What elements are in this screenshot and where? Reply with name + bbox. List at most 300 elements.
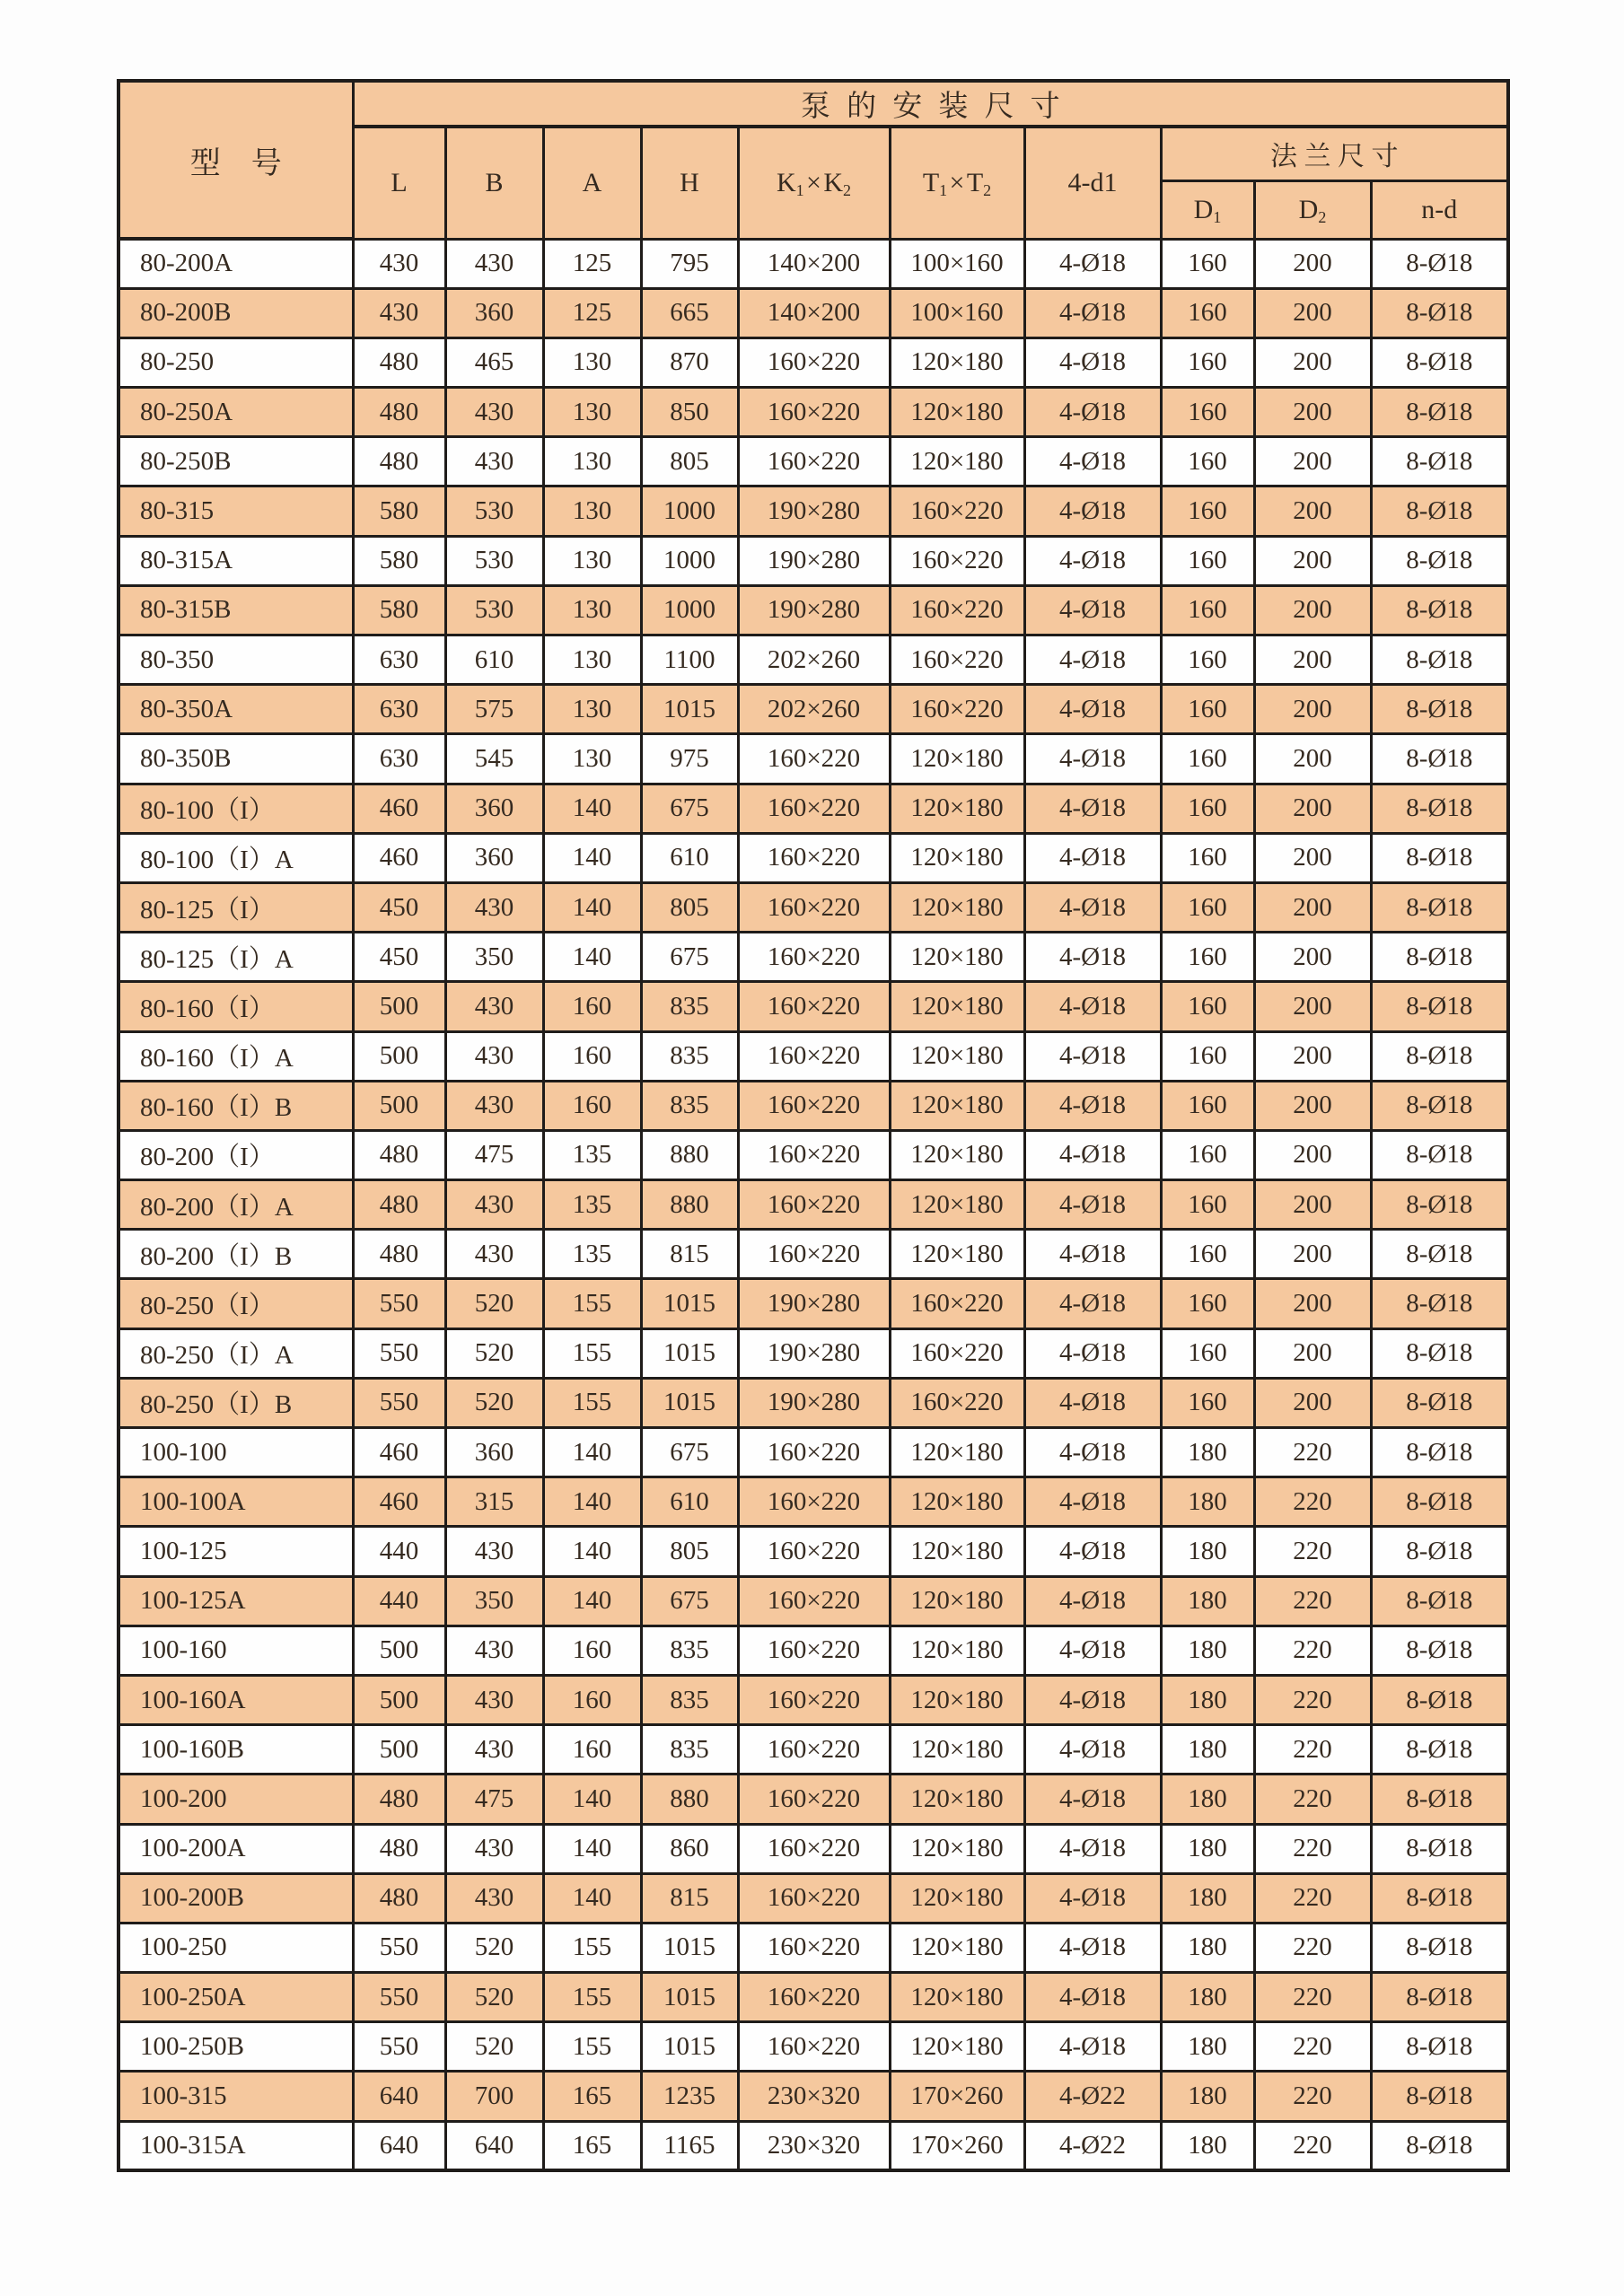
- value-cell: 360: [445, 1428, 543, 1477]
- model-cell: 80-350B: [119, 734, 353, 784]
- value-cell: 8-Ø18: [1371, 486, 1508, 536]
- value-cell: 160: [1161, 585, 1254, 635]
- table-row: [119, 1230, 1508, 1279]
- value-cell: 1015: [641, 685, 738, 734]
- value-cell: 125: [543, 239, 641, 288]
- model-cell: 80-100（I）: [119, 784, 353, 833]
- value-cell: 500: [353, 982, 445, 1031]
- model-cell: 80-200B: [119, 288, 353, 337]
- value-cell: 200: [1254, 882, 1371, 932]
- table-row: [119, 1675, 1508, 1724]
- k1-subscript: 1: [795, 180, 804, 199]
- table-row: [119, 685, 1508, 734]
- value-cell: 4-Ø18: [1024, 2022, 1161, 2072]
- value-cell: 4-Ø22: [1024, 2072, 1161, 2121]
- table-row: [119, 2072, 1508, 2121]
- value-cell: 4-Ø18: [1024, 1378, 1161, 1427]
- value-cell: 120×180: [890, 2022, 1024, 2072]
- value-cell: 130: [543, 337, 641, 387]
- table-row: [119, 1775, 1508, 1824]
- value-cell: 8-Ø18: [1371, 1031, 1508, 1081]
- value-cell: 8-Ø18: [1371, 585, 1508, 635]
- value-cell: 200: [1254, 486, 1371, 536]
- value-cell: 220: [1254, 2072, 1371, 2121]
- t1-subscript: 1: [939, 180, 948, 199]
- d1-subscript: 1: [1213, 207, 1222, 226]
- value-cell: 160: [1161, 635, 1254, 685]
- value-cell: 4-Ø18: [1024, 1279, 1161, 1328]
- model-cell: 80-315B: [119, 585, 353, 635]
- value-cell: 4-Ø18: [1024, 1626, 1161, 1675]
- value-cell: 700: [445, 2072, 543, 2121]
- value-cell: 575: [445, 685, 543, 734]
- table-row: [119, 1378, 1508, 1427]
- value-cell: 8-Ø18: [1371, 337, 1508, 387]
- value-cell: 200: [1254, 734, 1371, 784]
- value-cell: 140: [543, 784, 641, 833]
- table-row: [119, 239, 1508, 288]
- table-row: [119, 1081, 1508, 1130]
- value-cell: 480: [353, 437, 445, 486]
- value-cell: 465: [445, 337, 543, 387]
- value-cell: 550: [353, 1328, 445, 1378]
- value-cell: 100×160: [890, 239, 1024, 288]
- model-cell: 80-160（I）A: [119, 1031, 353, 1081]
- value-cell: 610: [445, 635, 543, 685]
- value-cell: 880: [641, 1180, 738, 1230]
- value-cell: 180: [1161, 1873, 1254, 1923]
- table-row: [119, 933, 1508, 982]
- model-cell: 100-315A: [119, 2121, 353, 2170]
- value-cell: 460: [353, 784, 445, 833]
- value-cell: 8-Ø18: [1371, 1973, 1508, 2022]
- value-cell: 8-Ø18: [1371, 1130, 1508, 1179]
- value-cell: 8-Ø18: [1371, 933, 1508, 982]
- value-cell: 480: [353, 1230, 445, 1279]
- value-cell: 120×180: [890, 1873, 1024, 1923]
- value-cell: 160: [543, 1031, 641, 1081]
- value-cell: 170×260: [890, 2121, 1024, 2170]
- value-cell: 180: [1161, 1775, 1254, 1824]
- value-cell: 125: [543, 288, 641, 337]
- value-cell: 220: [1254, 1675, 1371, 1724]
- d2-base: D: [1298, 194, 1319, 224]
- value-cell: 160: [1161, 1081, 1254, 1130]
- value-cell: 1015: [641, 1973, 738, 2022]
- value-cell: 200: [1254, 536, 1371, 585]
- header-col-D1: [1161, 180, 1254, 239]
- model-cell: 80-250（I）: [119, 1279, 353, 1328]
- value-cell: 200: [1254, 1230, 1371, 1279]
- value-cell: 120×180: [890, 1477, 1024, 1527]
- value-cell: 120×180: [890, 1081, 1024, 1130]
- value-cell: 160×220: [890, 1279, 1024, 1328]
- value-cell: 315: [445, 1477, 543, 1527]
- header-col-4d1: 4-d1: [1024, 127, 1161, 239]
- value-cell: 160: [1161, 1279, 1254, 1328]
- value-cell: 665: [641, 288, 738, 337]
- table-row: [119, 1873, 1508, 1923]
- value-cell: 860: [641, 1824, 738, 1873]
- value-cell: 120×180: [890, 1031, 1024, 1081]
- value-cell: 120×180: [890, 1180, 1024, 1230]
- value-cell: 1235: [641, 2072, 738, 2121]
- value-cell: 1165: [641, 2121, 738, 2170]
- value-cell: 180: [1161, 1527, 1254, 1576]
- table-row: [119, 1973, 1508, 2022]
- value-cell: 430: [445, 1081, 543, 1130]
- value-cell: 4-Ø18: [1024, 1031, 1161, 1081]
- value-cell: 815: [641, 1230, 738, 1279]
- value-cell: 155: [543, 1328, 641, 1378]
- value-cell: 8-Ø18: [1371, 1725, 1508, 1775]
- value-cell: 160: [1161, 1031, 1254, 1081]
- value-cell: 4-Ø18: [1024, 1477, 1161, 1527]
- value-cell: 8-Ø18: [1371, 1873, 1508, 1923]
- value-cell: 4-Ø18: [1024, 536, 1161, 585]
- value-cell: 200: [1254, 933, 1371, 982]
- table-row: [119, 1180, 1508, 1230]
- model-cell: 100-200B: [119, 1873, 353, 1923]
- value-cell: 430: [445, 1031, 543, 1081]
- value-cell: 120×180: [890, 933, 1024, 982]
- model-cell: 80-350: [119, 635, 353, 685]
- t1-base: T: [922, 167, 940, 197]
- value-cell: 8-Ø18: [1371, 1626, 1508, 1675]
- value-cell: 480: [353, 1180, 445, 1230]
- value-cell: 202×260: [738, 635, 890, 685]
- value-cell: 4-Ø18: [1024, 635, 1161, 685]
- value-cell: 135: [543, 1130, 641, 1179]
- value-cell: 135: [543, 1230, 641, 1279]
- value-cell: 120×180: [890, 1428, 1024, 1477]
- table-row: [119, 1527, 1508, 1576]
- value-cell: 430: [353, 288, 445, 337]
- value-cell: 8-Ø18: [1371, 734, 1508, 784]
- value-cell: 430: [445, 1824, 543, 1873]
- model-cell: 100-200A: [119, 1824, 353, 1873]
- value-cell: 140: [543, 1428, 641, 1477]
- header-col-H: H: [641, 127, 738, 239]
- value-cell: 805: [641, 882, 738, 932]
- value-cell: 8-Ø18: [1371, 1428, 1508, 1477]
- value-cell: 8-Ø18: [1371, 1675, 1508, 1724]
- header-col-T1xT2: [890, 127, 1024, 239]
- value-cell: 200: [1254, 1328, 1371, 1378]
- value-cell: 120×180: [890, 337, 1024, 387]
- value-cell: 220: [1254, 1824, 1371, 1873]
- k1-base: K: [776, 167, 796, 197]
- value-cell: 550: [353, 1378, 445, 1427]
- value-cell: 640: [353, 2121, 445, 2170]
- model-cell: 80-250A: [119, 388, 353, 437]
- value-cell: 160×220: [738, 1477, 890, 1527]
- value-cell: 130: [543, 635, 641, 685]
- value-cell: 880: [641, 1130, 738, 1179]
- value-cell: 550: [353, 1279, 445, 1328]
- value-cell: 835: [641, 982, 738, 1031]
- table-row: [119, 784, 1508, 833]
- value-cell: 200: [1254, 585, 1371, 635]
- value-cell: 4-Ø18: [1024, 1973, 1161, 2022]
- value-cell: 450: [353, 882, 445, 932]
- value-cell: 160×220: [738, 933, 890, 982]
- value-cell: 140: [543, 933, 641, 982]
- multiply-sign: ×: [949, 167, 965, 197]
- value-cell: 200: [1254, 1378, 1371, 1427]
- value-cell: 200: [1254, 1130, 1371, 1179]
- header-col-B: B: [445, 127, 543, 239]
- model-cell: 80-250B: [119, 437, 353, 486]
- value-cell: 120×180: [890, 1527, 1024, 1576]
- value-cell: 8-Ø18: [1371, 437, 1508, 486]
- value-cell: 8-Ø18: [1371, 685, 1508, 734]
- value-cell: 200: [1254, 288, 1371, 337]
- header-col-A: A: [543, 127, 641, 239]
- value-cell: 220: [1254, 1923, 1371, 1972]
- value-cell: 160: [1161, 833, 1254, 882]
- value-cell: 835: [641, 1081, 738, 1130]
- value-cell: 160×220: [738, 1130, 890, 1179]
- value-cell: 520: [445, 1328, 543, 1378]
- value-cell: 180: [1161, 2022, 1254, 2072]
- value-cell: 440: [353, 1576, 445, 1626]
- value-cell: 795: [641, 239, 738, 288]
- value-cell: 160×220: [738, 1824, 890, 1873]
- value-cell: 430: [353, 239, 445, 288]
- value-cell: 520: [445, 1923, 543, 1972]
- model-cell: 80-125（I）A: [119, 933, 353, 982]
- value-cell: 160: [1161, 685, 1254, 734]
- value-cell: 120×180: [890, 734, 1024, 784]
- value-cell: 160×220: [738, 734, 890, 784]
- value-cell: 8-Ø18: [1371, 2022, 1508, 2072]
- value-cell: 200: [1254, 1279, 1371, 1328]
- value-cell: 430: [445, 1230, 543, 1279]
- value-cell: 1015: [641, 1923, 738, 1972]
- value-cell: 4-Ø18: [1024, 1527, 1161, 1576]
- value-cell: 450: [353, 933, 445, 982]
- table-row: [119, 635, 1508, 685]
- value-cell: 500: [353, 1725, 445, 1775]
- table-row: [119, 1279, 1508, 1328]
- value-cell: 4-Ø18: [1024, 1081, 1161, 1130]
- value-cell: 1100: [641, 635, 738, 685]
- table-header: [119, 81, 1508, 239]
- value-cell: 120×180: [890, 1626, 1024, 1675]
- value-cell: 160: [1161, 388, 1254, 437]
- value-cell: 4-Ø18: [1024, 882, 1161, 932]
- model-cell: 80-350A: [119, 685, 353, 734]
- value-cell: 200: [1254, 239, 1371, 288]
- value-cell: 8-Ø18: [1371, 288, 1508, 337]
- value-cell: 160×220: [738, 1873, 890, 1923]
- value-cell: 160×220: [890, 1328, 1024, 1378]
- value-cell: 1015: [641, 2022, 738, 2072]
- table-row: [119, 437, 1508, 486]
- value-cell: 530: [445, 486, 543, 536]
- model-cell: 100-100: [119, 1428, 353, 1477]
- model-cell: 100-125: [119, 1527, 353, 1576]
- value-cell: 4-Ø18: [1024, 784, 1161, 833]
- value-cell: 120×180: [890, 882, 1024, 932]
- value-cell: 8-Ø18: [1371, 1180, 1508, 1230]
- value-cell: 200: [1254, 833, 1371, 882]
- value-cell: 220: [1254, 1873, 1371, 1923]
- value-cell: 140×200: [738, 288, 890, 337]
- value-cell: 480: [353, 1130, 445, 1179]
- value-cell: 1015: [641, 1328, 738, 1378]
- value-cell: 8-Ø18: [1371, 1328, 1508, 1378]
- value-cell: 520: [445, 2022, 543, 2072]
- value-cell: 4-Ø18: [1024, 1576, 1161, 1626]
- value-cell: 675: [641, 933, 738, 982]
- value-cell: 500: [353, 1031, 445, 1081]
- value-cell: 200: [1254, 685, 1371, 734]
- table-row: [119, 1923, 1508, 1972]
- value-cell: 360: [445, 288, 543, 337]
- value-cell: 130: [543, 388, 641, 437]
- value-cell: 180: [1161, 1973, 1254, 2022]
- value-cell: 160×220: [738, 1973, 890, 2022]
- value-cell: 475: [445, 1130, 543, 1179]
- value-cell: 850: [641, 388, 738, 437]
- value-cell: 130: [543, 486, 641, 536]
- value-cell: 160×220: [738, 1428, 890, 1477]
- value-cell: 160×220: [738, 1031, 890, 1081]
- value-cell: 160×220: [890, 536, 1024, 585]
- value-cell: 120×180: [890, 437, 1024, 486]
- value-cell: 220: [1254, 2022, 1371, 2072]
- value-cell: 500: [353, 1081, 445, 1130]
- value-cell: 180: [1161, 1576, 1254, 1626]
- value-cell: 160×220: [738, 388, 890, 437]
- value-cell: 580: [353, 536, 445, 585]
- value-cell: 520: [445, 1279, 543, 1328]
- header-col-nd: n-d: [1371, 180, 1508, 239]
- value-cell: 160: [1161, 933, 1254, 982]
- value-cell: 120×180: [890, 833, 1024, 882]
- value-cell: 460: [353, 833, 445, 882]
- table-row: [119, 2022, 1508, 2072]
- value-cell: 190×280: [738, 536, 890, 585]
- value-cell: 160: [543, 1626, 641, 1675]
- value-cell: 160: [543, 1725, 641, 1775]
- model-cell: 100-160: [119, 1626, 353, 1675]
- value-cell: 165: [543, 2121, 641, 2170]
- value-cell: 4-Ø18: [1024, 685, 1161, 734]
- value-cell: 220: [1254, 1428, 1371, 1477]
- value-cell: 580: [353, 585, 445, 635]
- value-cell: 180: [1161, 2121, 1254, 2170]
- value-cell: 350: [445, 1576, 543, 1626]
- value-cell: 4-Ø18: [1024, 1328, 1161, 1378]
- value-cell: 805: [641, 437, 738, 486]
- value-cell: 220: [1254, 2121, 1371, 2170]
- value-cell: 160: [1161, 1328, 1254, 1378]
- value-cell: 4-Ø18: [1024, 1130, 1161, 1179]
- value-cell: 8-Ø18: [1371, 1230, 1508, 1279]
- value-cell: 120×180: [890, 1973, 1024, 2022]
- value-cell: 180: [1161, 1675, 1254, 1724]
- value-cell: 200: [1254, 784, 1371, 833]
- value-cell: 130: [543, 685, 641, 734]
- pump-installation-dimensions-table: [117, 79, 1510, 2172]
- value-cell: 4-Ø18: [1024, 1428, 1161, 1477]
- value-cell: 8-Ø18: [1371, 882, 1508, 932]
- value-cell: 4-Ø18: [1024, 1180, 1161, 1230]
- value-cell: 500: [353, 1626, 445, 1675]
- value-cell: 160×220: [890, 585, 1024, 635]
- value-cell: 8-Ø18: [1371, 2072, 1508, 2121]
- value-cell: 430: [445, 388, 543, 437]
- value-cell: 8-Ø18: [1371, 2121, 1508, 2170]
- value-cell: 160×220: [738, 784, 890, 833]
- value-cell: 200: [1254, 1031, 1371, 1081]
- value-cell: 180: [1161, 2072, 1254, 2121]
- value-cell: 200: [1254, 635, 1371, 685]
- value-cell: 160×220: [738, 1626, 890, 1675]
- value-cell: 160: [1161, 882, 1254, 932]
- value-cell: 4-Ø18: [1024, 833, 1161, 882]
- value-cell: 160×220: [738, 1180, 890, 1230]
- value-cell: 160×220: [738, 2022, 890, 2072]
- value-cell: 4-Ø18: [1024, 1725, 1161, 1775]
- value-cell: 475: [445, 1775, 543, 1824]
- value-cell: 130: [543, 585, 641, 635]
- value-cell: 190×280: [738, 1328, 890, 1378]
- k2-subscript: 2: [843, 180, 852, 199]
- model-cell: 100-250: [119, 1923, 353, 1972]
- header-model: 型 号: [119, 81, 353, 239]
- value-cell: 630: [353, 635, 445, 685]
- model-cell: 80-200（I）A: [119, 1180, 353, 1230]
- value-cell: 8-Ø18: [1371, 833, 1508, 882]
- value-cell: 8-Ø18: [1371, 1576, 1508, 1626]
- table-row: [119, 1328, 1508, 1378]
- value-cell: 430: [445, 1725, 543, 1775]
- value-cell: 160×220: [738, 1576, 890, 1626]
- value-cell: 520: [445, 1973, 543, 2022]
- value-cell: 120×180: [890, 1230, 1024, 1279]
- value-cell: 190×280: [738, 486, 890, 536]
- value-cell: 160: [1161, 1378, 1254, 1427]
- value-cell: 8-Ø18: [1371, 536, 1508, 585]
- value-cell: 480: [353, 337, 445, 387]
- table-row: [119, 388, 1508, 437]
- model-cell: 100-200: [119, 1775, 353, 1824]
- value-cell: 200: [1254, 337, 1371, 387]
- value-cell: 160×220: [738, 982, 890, 1031]
- header-col-D2: [1254, 180, 1371, 239]
- value-cell: 360: [445, 833, 543, 882]
- value-cell: 160×220: [738, 437, 890, 486]
- value-cell: 8-Ø18: [1371, 982, 1508, 1031]
- table-row: [119, 1130, 1508, 1179]
- value-cell: 160×220: [738, 1923, 890, 1972]
- value-cell: 460: [353, 1477, 445, 1527]
- t2-base: T: [966, 167, 984, 197]
- value-cell: 1015: [641, 1279, 738, 1328]
- value-cell: 8-Ø18: [1371, 239, 1508, 288]
- value-cell: 140: [543, 1873, 641, 1923]
- value-cell: 1000: [641, 536, 738, 585]
- value-cell: 4-Ø22: [1024, 2121, 1161, 2170]
- value-cell: 8-Ø18: [1371, 1279, 1508, 1328]
- value-cell: 160: [1161, 337, 1254, 387]
- value-cell: 530: [445, 536, 543, 585]
- value-cell: 170×260: [890, 2072, 1024, 2121]
